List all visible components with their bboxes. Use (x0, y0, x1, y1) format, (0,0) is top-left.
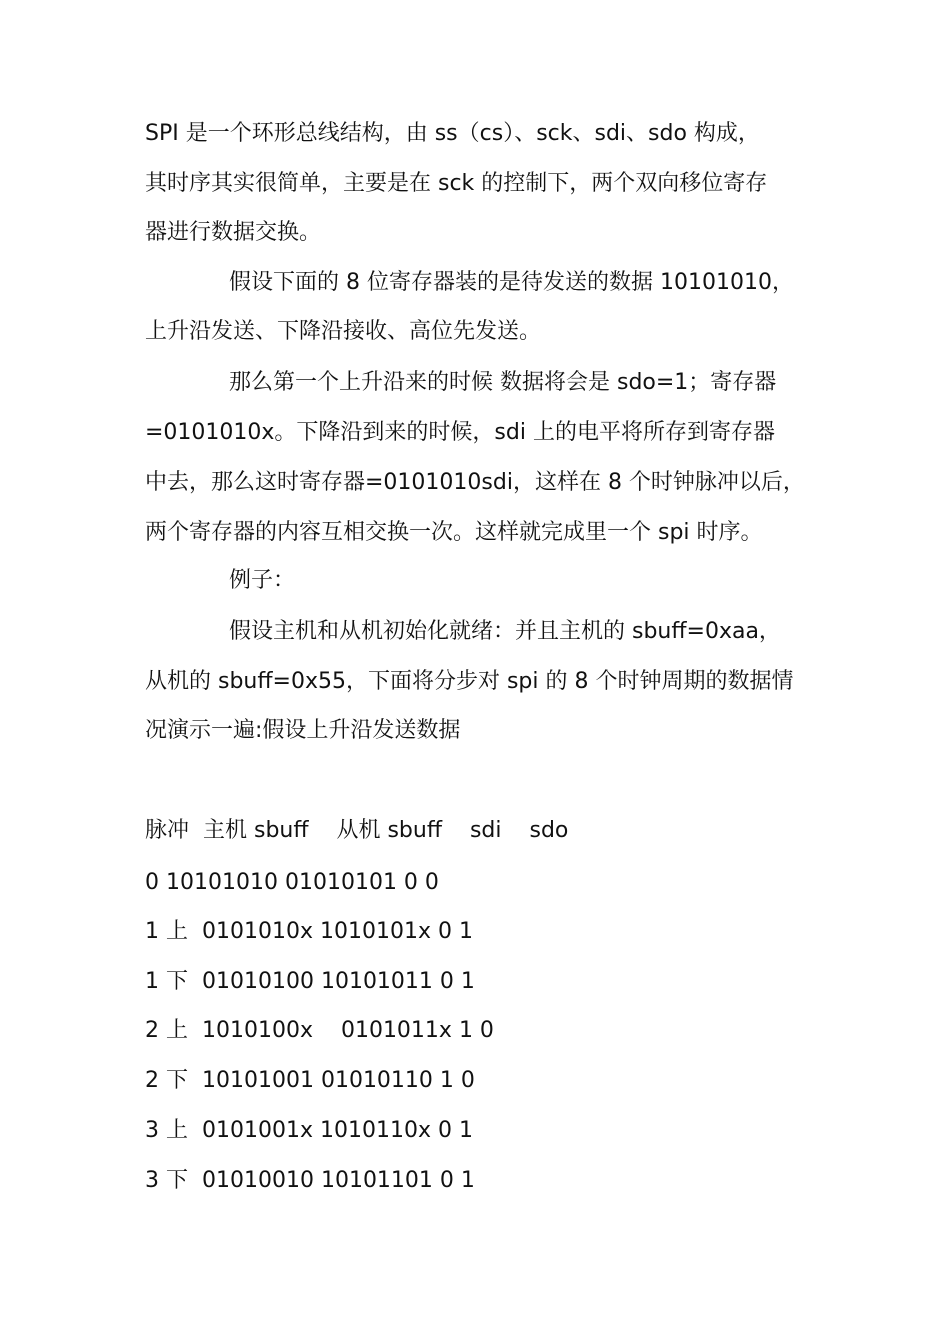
paragraph-line: 假设主机和从机初始化就绪：并且主机的 sbuff=0xaa， (229, 619, 781, 644)
paragraph-line: 其时序其实很简单，主要是在 sck 的控制下，两个双向移位寄存 (145, 171, 768, 196)
paragraph-line: 那么第一个上升沿来的时候 数据将会是 sdo=1；寄存器 (229, 370, 777, 395)
paragraph-line: 两个寄存器的内容互相交换一次。这样就完成里一个 spi 时序。 (145, 520, 763, 545)
paragraph-line: 从机的 sbuff=0x55，下面将分步对 spi 的 8 个时钟周期的数据情 (145, 669, 794, 694)
table-row: 1 下 01010100 10101011 0 1 (145, 969, 475, 994)
table-row: 0 10101010 01010101 0 0 (145, 870, 439, 895)
paragraph-line: =0101010x。下降沿到来的时候，sdi 上的电平将所存到寄存器 (145, 420, 775, 445)
paragraph-line: 假设下面的 8 位寄存器装的是待发送的数据 10101010， (229, 270, 794, 295)
paragraph-line: 器进行数据交换。 (145, 220, 322, 245)
paragraph-line: 上升沿发送、下降沿接收、高位先发送。 (145, 319, 542, 344)
table-row: 2 下 10101001 01010110 1 0 (145, 1068, 475, 1093)
table-row: 3 下 01010010 10101101 0 1 (145, 1168, 475, 1193)
paragraph-line: 况演示一遍:假设上升沿发送数据 (145, 718, 461, 743)
table-header: 脉冲 主机 sbuff 从机 sbuff sdi sdo (145, 818, 569, 843)
paragraph-line: 中去，那么这时寄存器=0101010sdi，这样在 8 个时钟脉冲以后， (145, 470, 805, 495)
table-row: 1 上 0101010x 1010101x 0 1 (145, 919, 473, 944)
example-heading: 例子： (229, 568, 296, 593)
paragraph-line: SPI 是一个环形总线结构，由 ss（cs）、sck、sdi、sdo 构成， (145, 121, 760, 146)
table-row: 3 上 0101001x 1010110x 0 1 (145, 1118, 473, 1143)
table-row: 2 上 1010100x 0101011x 1 0 (145, 1018, 494, 1043)
